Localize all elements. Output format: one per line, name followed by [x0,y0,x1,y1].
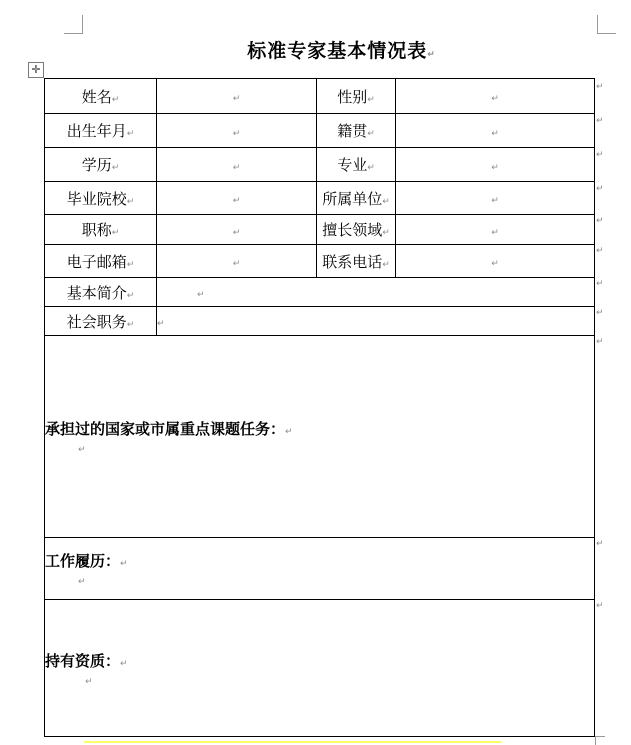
row-end-mark: ↵ [596,216,604,226]
table-row [45,245,595,278]
paragraph-mark: ↵ [491,196,499,206]
paragraph-mark: ↵ [491,162,499,173]
row-end-mark: ↵ [596,539,604,549]
paragraph-mark: ↵ [285,427,293,437]
paragraph-mark: ↵ [232,128,241,139]
paragraph-mark: ↵ [85,676,93,687]
email-value-cell[interactable] [157,245,317,278]
paragraph-mark: ↵ [120,559,128,569]
paragraph-mark: ↵ [367,163,375,173]
projects-section-title: 承担过的国家或市属重点课题任务： [45,420,286,438]
page-corner-mark-top-right [597,15,616,34]
social-value-cell[interactable] [157,307,595,336]
paragraph-mark: ↵ [382,259,390,270]
intro-label-cell [45,278,157,307]
table-row [45,307,595,336]
table-row [45,182,595,215]
paragraph-mark: ↵ [111,94,120,105]
paragraph-mark: ↵ [367,94,375,105]
table-row [45,600,595,737]
field-label: 社会职务 [66,312,127,331]
field-label: 电子邮箱 [66,252,127,271]
table-move-handle-icon[interactable]: ✛ [28,62,44,78]
paragraph-mark: ↵ [197,290,205,300]
field-label: 擅长领域 [322,221,383,239]
table-row [45,79,595,114]
work-history-section-title: 工作履历： [45,552,121,570]
paragraph-mark: ↵ [382,196,390,207]
page-title [0,38,631,64]
field-label: 职称 [81,221,112,239]
paragraph-mark: ↵ [126,196,135,207]
row-end-mark: ↵ [596,308,604,318]
row-end-mark: ↵ [596,601,604,611]
paragraph-mark: ↵ [78,445,86,455]
row-end-mark: ↵ [596,184,604,194]
field-label: 所属单位 [322,189,383,208]
paragraph-mark: ↵ [232,162,241,173]
projects-section-cell[interactable] [45,336,595,538]
birth-value-cell[interactable] [157,114,317,148]
paragraph-mark: ↵ [111,163,120,173]
table-row [45,215,595,245]
paragraph-mark: ↵ [232,94,241,104]
row-end-mark: ↵ [596,337,604,347]
paragraph-mark: ↵ [126,290,135,301]
field-label: 籍贯 [337,122,368,140]
employer-value-cell[interactable] [396,182,595,215]
paragraph-mark: ↵ [382,228,390,238]
major-label-cell [317,148,396,182]
native-place-value-cell[interactable] [396,114,595,148]
field-label: 出生年月 [66,122,127,140]
paragraph-mark: ↵ [491,259,499,269]
field-label: 毕业院校 [66,189,127,208]
paragraph-mark: ↵ [111,228,120,238]
paragraph-mark: ↵ [157,319,165,329]
row-end-mark: ↵ [596,279,604,289]
name-value-cell[interactable] [157,79,317,114]
school-value-cell[interactable] [157,182,317,215]
expert-info-table [44,78,595,737]
paragraph-mark: ↵ [232,227,241,238]
phone-label-cell [317,245,396,278]
row-end-mark: ↵ [596,150,604,160]
paragraph-mark: ↵ [427,50,436,60]
name-label-cell [45,79,157,114]
employer-label-cell [317,182,396,215]
title-text: 标准专家基本情况表 [247,40,428,62]
gender-value-cell[interactable] [396,79,595,114]
table-row [45,336,595,538]
paragraph-mark: ↵ [367,129,375,139]
field-label: 姓名 [81,87,112,106]
table-row [45,278,595,307]
email-label-cell [45,245,157,278]
table-row [45,538,595,600]
paragraph-mark: ↵ [126,259,135,270]
field-label: 联系电话 [322,252,383,271]
field-label: 专业 [337,156,368,174]
paragraph-mark: ↵ [232,196,241,206]
paragraph-mark: ↵ [78,577,86,587]
row-end-mark: ↵ [596,116,604,126]
row-end-mark: ↵ [596,82,604,92]
school-label-cell [45,182,157,215]
native-place-label-cell [317,114,396,148]
birth-label-cell [45,114,157,148]
paragraph-mark: ↵ [491,128,499,139]
page-corner-mark-top-left [64,15,83,34]
gender-label-cell [317,79,396,114]
phone-value-cell[interactable] [396,245,595,278]
table-row [45,148,595,182]
education-label-cell [45,148,157,182]
paragraph-mark: ↵ [120,658,128,669]
intro-value-cell[interactable] [157,278,595,307]
expertise-value-cell[interactable] [396,215,595,245]
qualifications-section-cell[interactable] [45,600,595,737]
paragraph-mark: ↵ [126,319,135,330]
field-label: 学历 [81,156,112,174]
paragraph-mark: ↵ [491,94,499,104]
title-rank-label-cell [45,215,157,245]
table-row [45,114,595,148]
highlight-line [84,741,502,743]
paragraph-mark: ↵ [126,129,135,139]
field-label: 基本简介 [66,283,127,302]
qualifications-section-title: 持有资质： [45,651,121,670]
major-value-cell[interactable] [396,148,595,182]
row-end-mark: ↵ [596,246,604,256]
paragraph-mark: ↵ [232,259,241,269]
field-label: 性别 [337,87,368,106]
education-value-cell[interactable] [157,148,317,182]
work-history-section-cell[interactable] [45,538,595,600]
expertise-label-cell [317,215,396,245]
paragraph-mark: ↵ [491,227,499,238]
title-rank-value-cell[interactable] [157,215,317,245]
social-label-cell [45,307,157,336]
